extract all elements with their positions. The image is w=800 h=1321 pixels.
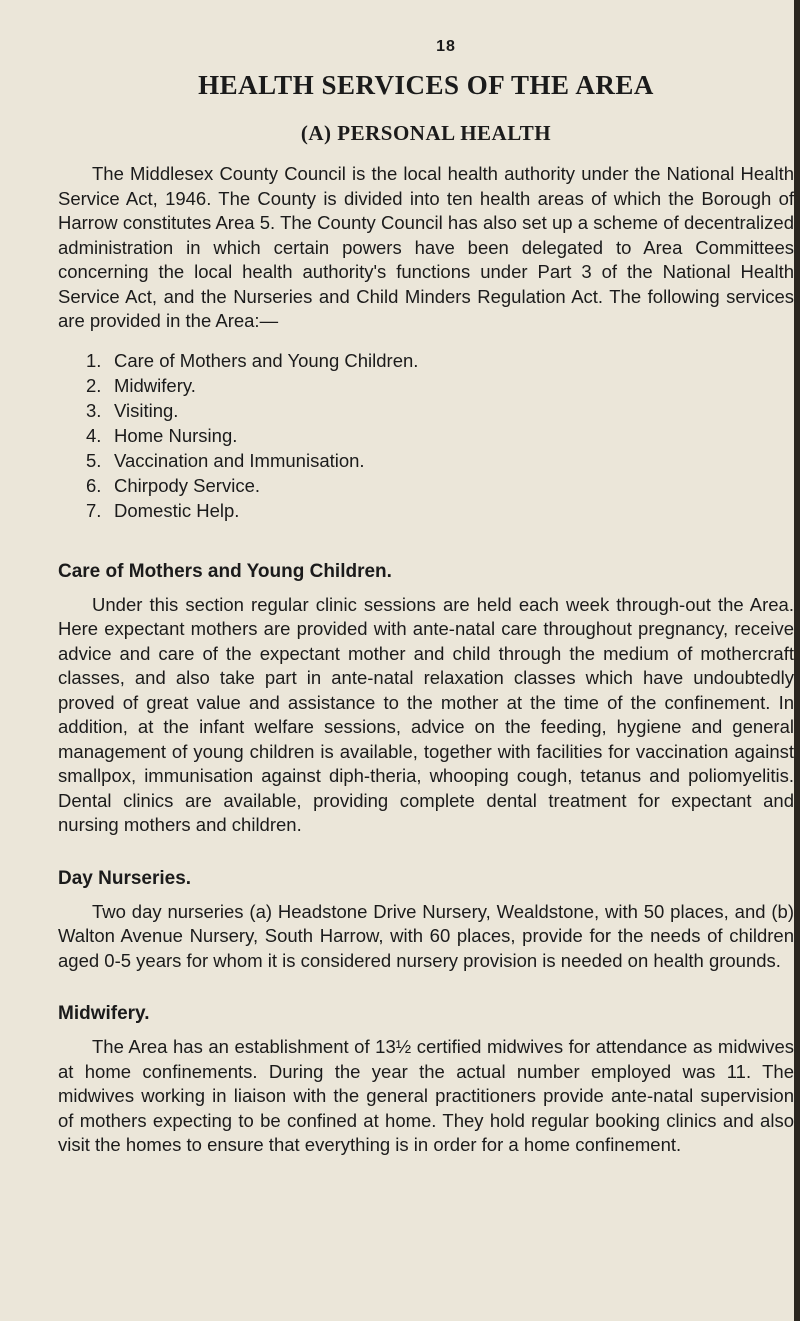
page-number: 18 (436, 38, 456, 55)
care-paragraph: Under this section regular clinic sessions are held each week through-out the Area. Here expectant mothers are provided with ante-natal care throughout pregnancy, receive advice and care of the expectant mother and child through the medium of mothercraft classes, and also take part in ante-natal relaxation classes which have undoubtedly proved of great value and assistance to the mother at the time of the confinement. In addition, at the infant welfare sessions, advice on the feeding, hygiene and general management of young children is available, together with facilities for vaccination against smallpox, immunisation against diph-theria, whooping cough, tetanus and poliomyelitis. Dental clinics are available, providing complete dental treatment for expectant and nursing mothers and children. (58, 593, 794, 835)
list-item-number: 5. (86, 449, 102, 471)
list-item (86, 348, 794, 373)
page-edge-shadow (794, 0, 800, 1321)
document-page (58, 38, 794, 1158)
list-item-label: Visiting. (114, 399, 179, 421)
care-section (58, 561, 794, 838)
list-item (86, 473, 794, 498)
list-item-number: 7. (86, 499, 102, 521)
list-item-number: 2. (86, 374, 102, 396)
nurseries-section (58, 868, 794, 974)
intro-paragraph: The Middlesex County Council is the local health authority under the National Health Service Act, 1946. The County is divided into ten health areas of which the Borough of Harrow constitutes Area 5. The County Council has also set up a scheme of decentralized administration in which certain powers have been delegated to Area Committees concerning the local health authority's functions under Part 3 of the National Health Service Act, and the Nurseries and Child Minders Regulation Act. The following services are provided in the Area:— (58, 163, 794, 331)
list-item-label: Midwifery. (114, 374, 196, 396)
services-list (58, 348, 794, 523)
list-item (86, 373, 794, 398)
list-item-number: 4. (86, 424, 102, 446)
page-title: HEALTH SERVICES OF THE AREA (198, 70, 654, 100)
list-item-label: Home Nursing. (114, 424, 238, 446)
list-item-number: 3. (86, 399, 102, 421)
midwifery-paragraph: The Area has an establishment of 13½ certified midwives for attendance as midwives at home confinements. During the year the actual number employed was 11. The midwives working in liaison with the general practitioners provide ante-natal supervision of mothers expecting to be confined at home. They hold regular booking clinics and also visit the homes to ensure that everything is in order for a home confinement. (58, 1036, 794, 1155)
care-heading: Care of Mothers and Young Children. (58, 560, 392, 582)
list-item-number: 6. (86, 474, 102, 496)
nurseries-paragraph: Two day nurseries (a) Headstone Drive Nursery, Wealdstone, with 50 places, and (b) Walton Avenue Nursery, South Harrow, with 60 places, provide for the needs of children aged 0-5 years for whom it is considered nursery provision is needed on health grounds. (58, 900, 794, 971)
list-item (86, 423, 794, 448)
list-item-label: Chirpody Service. (114, 474, 261, 496)
nurseries-heading: Day Nurseries. (58, 867, 192, 889)
list-item-label: Vaccination and Immunisation. (114, 449, 365, 471)
list-item (86, 498, 794, 523)
midwifery-heading: Midwifery. (58, 1003, 150, 1024)
list-item (86, 448, 794, 473)
list-item-label: Care of Mothers and Young Children. (114, 349, 419, 371)
list-item (86, 398, 794, 423)
list-item-label: Domestic Help. (114, 499, 240, 521)
midwifery-section (58, 1003, 794, 1158)
section-subtitle: (A) PERSONAL HEALTH (300, 121, 552, 145)
list-item-number: 1. (86, 349, 102, 371)
